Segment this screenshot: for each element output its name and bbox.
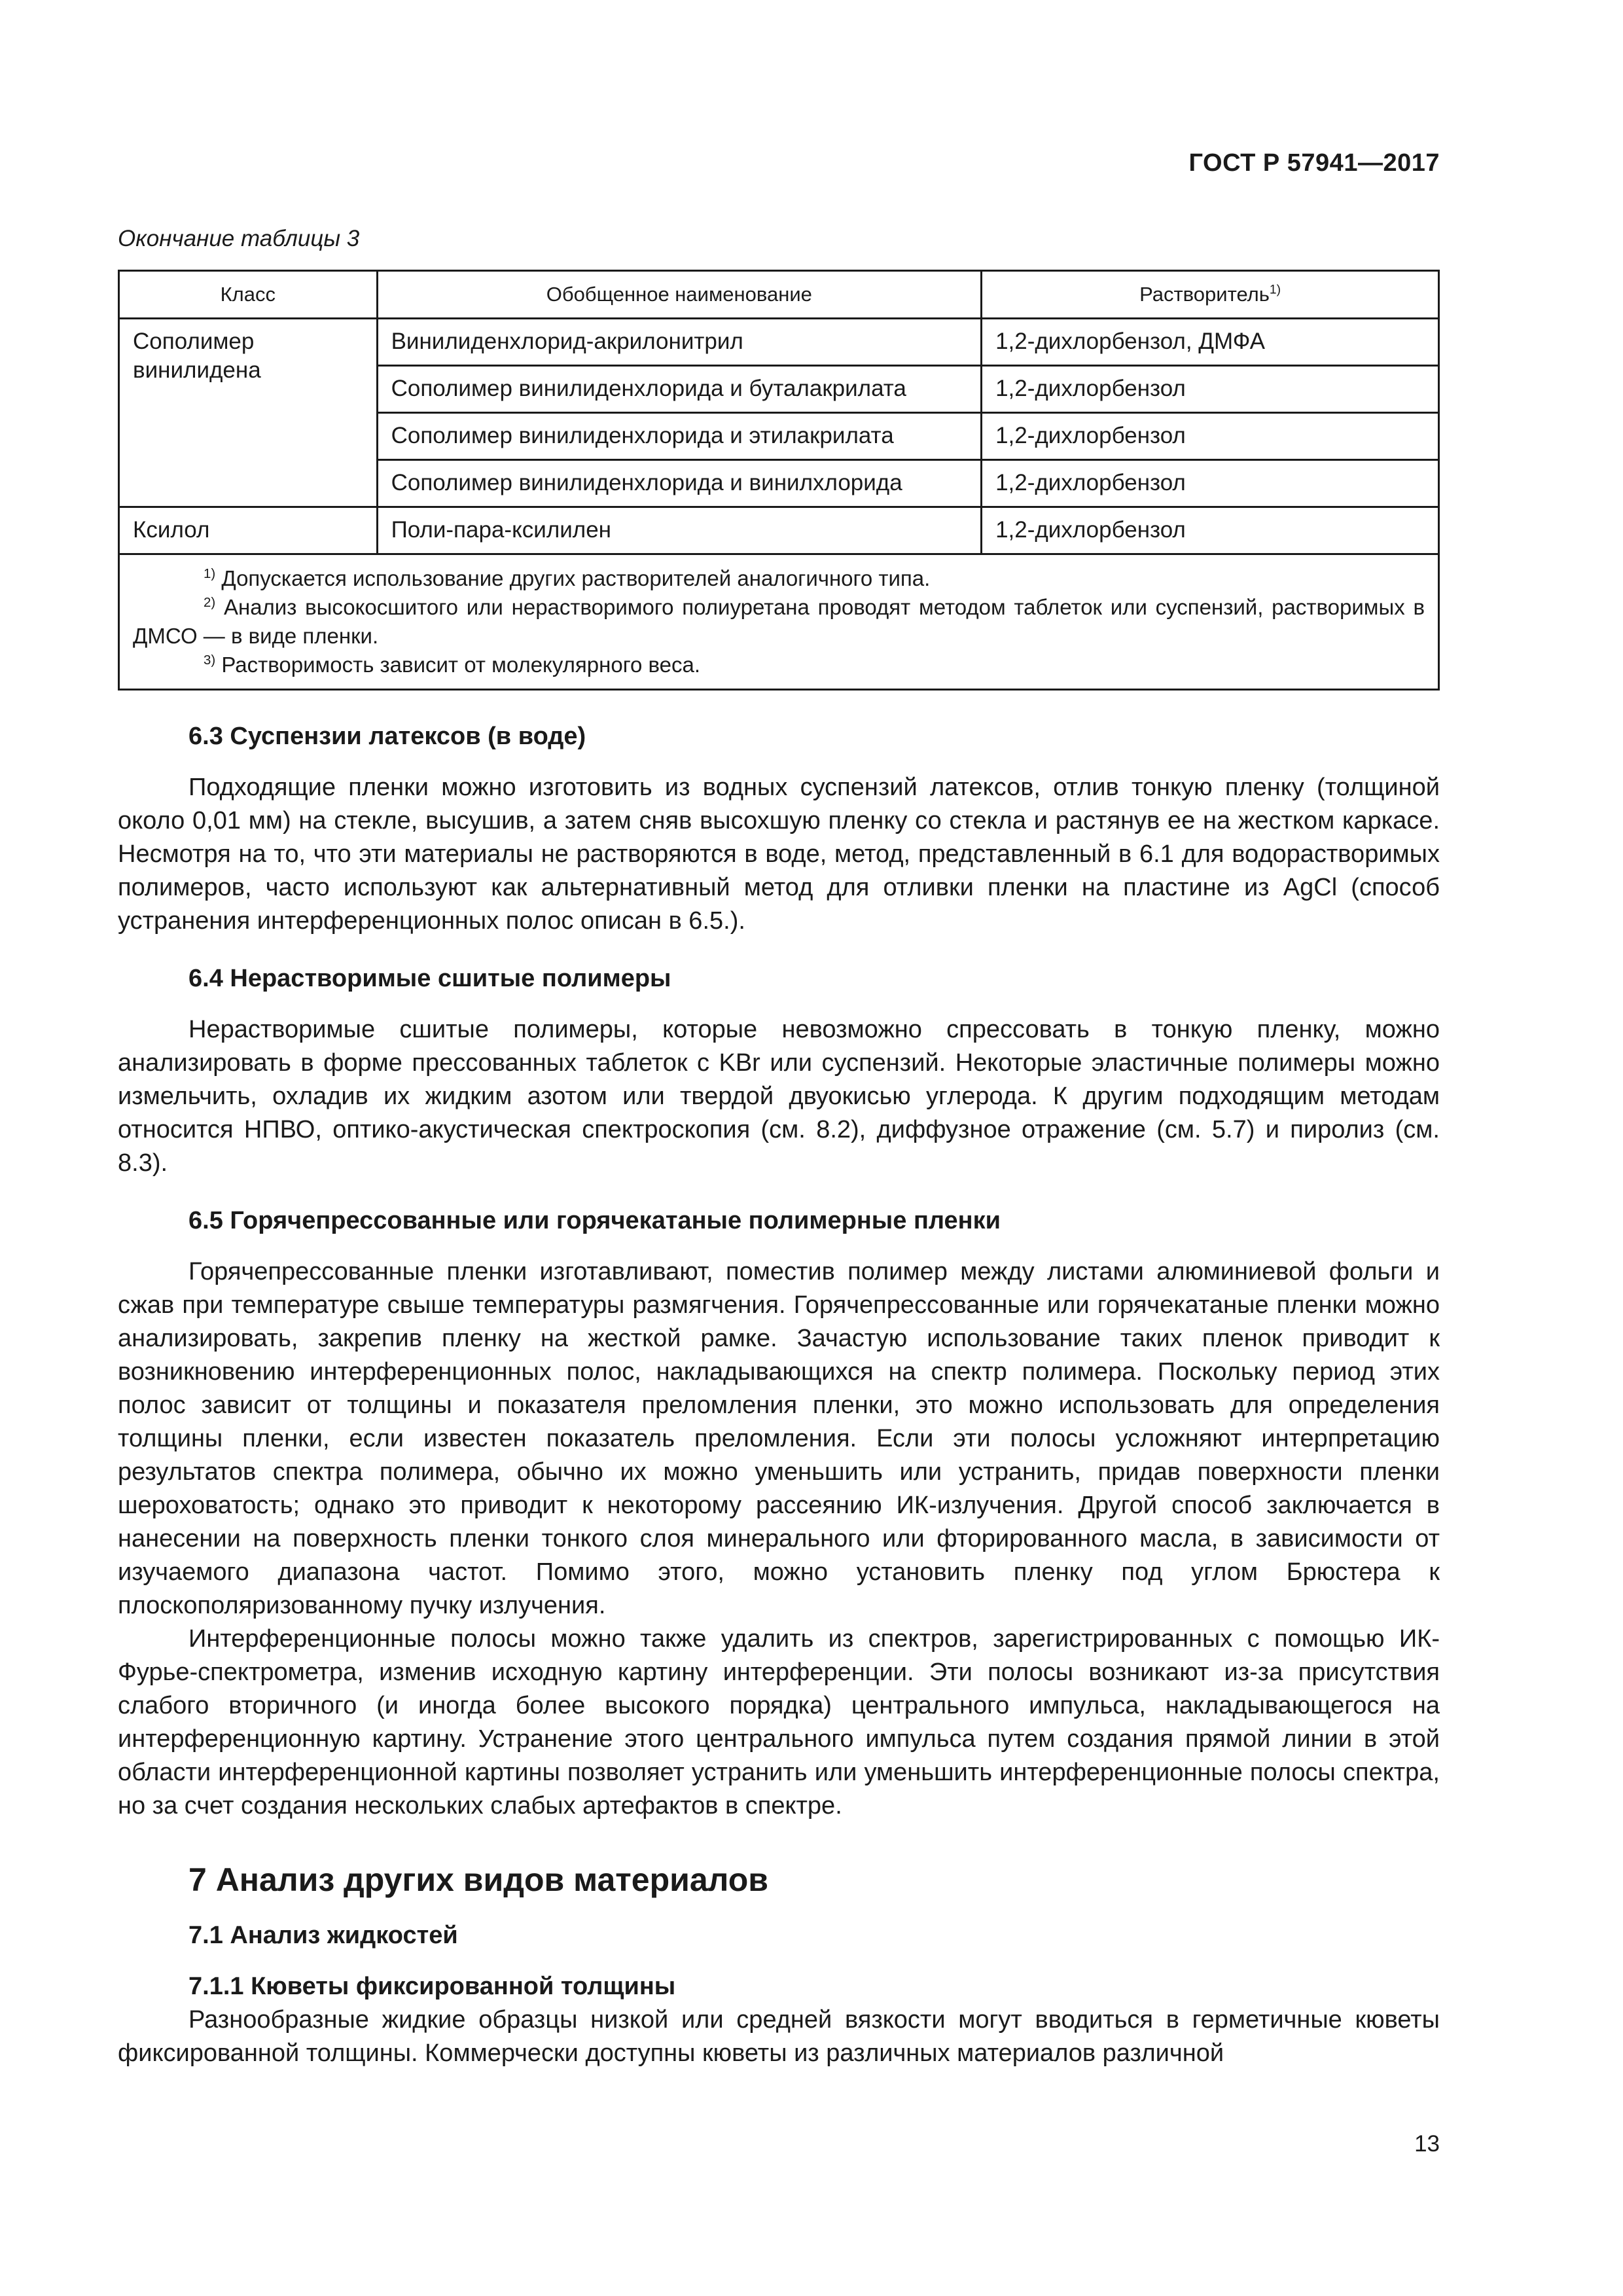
standard-header: ГОСТ Р 57941—2017 (1188, 149, 1440, 177)
paragraph: Интерференционные полосы можно также удалить из спектров, зарегистрированных с помощью ИК-Фурье-спектрометра, изменив исходную картину интерференции. Эти полосы возникают из-за присутствия слабого вторичного (и иногда более высокого порядка) центрального импульса, накладывающегося на интерференционную картину. Устранение этого центрального импульса путем создания прямой линии в этой области интерференционной картины позволяет устранить или уменьшить интерференционные полосы спектра, но за счет создания нескольких слабых артефактов в спектре. (118, 1625, 1440, 1820)
class-cell: Ксилол (119, 507, 378, 554)
page-number: 13 (1414, 2131, 1440, 2157)
name-cell: Винилиденхлорид-акрилонитрил (377, 319, 982, 366)
section-heading-7-1: 7.1 Анализ жидкостей (188, 1922, 458, 1949)
section-heading-6-3: 6.3 Суспензии латексов (в воде) (188, 723, 586, 750)
solvent-cell: 1,2-дихлорбензол (982, 460, 1439, 507)
main-text (118, 720, 1440, 2070)
column-header-solvent: Растворитель$^{1)}$ (982, 271, 1439, 319)
document-page (118, 0, 1440, 2296)
solvent-cell: 1,2-дихлорбензол (982, 366, 1439, 413)
table-caption: Окончание таблицы 3 (118, 226, 360, 251)
column-header-name: Обобщенное наименование (377, 271, 982, 319)
table-note: $^{1)}$ Допускается использование других растворителей аналогичного типа. (204, 566, 931, 590)
table-header-row (119, 271, 1439, 319)
paragraph: Подходящие пленки можно изготовить из водных суспензий латексов, отлив тонкую пленку (толщиной около 0,01 мм) на стекле, высушив, а затем сняв высохшую пленку со стекла и растянув ее на жестком каркасе. Несмотря на то, что эти материалы не растворяются в воде, метод, представленный в 6.1 для водорастворимых полимеров, часто используют как альтернативный метод для отливки пленки на пластине из AgCl (способ устранения интерференционных полос описан в 6.5.). (118, 774, 1440, 935)
name-cell: Сополимер винилиденхлорида и винилхлорида (377, 460, 982, 507)
section-heading-7-1-1: 7.1.1 Кюветы фиксированной толщины (188, 1973, 676, 2000)
column-header-class: Класс (119, 271, 378, 319)
table-row (119, 507, 1439, 554)
paragraph: Нерастворимые сшитые полимеры, которые невозможно спрессовать в тонкую пленку, можно анализировать в форме прессованных таблеток с KBr или суспензий. Некоторые эластичные полимеры можно измельчить, охладив их жидким азотом или твердой двуокисью углерода. К другим подходящим методам относится НПВО, оптико-акустическая спектроскопия (см. 8.2), диффузное отражение (см. 5.7) и пиролиз (см. 8.3). (118, 1016, 1440, 1177)
name-cell: Сополимер винилиденхлорида и этилакрилата (377, 413, 982, 460)
section-heading-6-5: 6.5 Горячепрессованные или горячекатаные полимерные пленки (188, 1207, 1001, 1234)
name-cell: Поли-пара-ксилилен (377, 507, 982, 554)
section-heading-7: 7 Анализ других видов материалов (188, 1861, 769, 1898)
paragraph: Горячепрессованные пленки изготавливают, поместив полимер между листами алюминиевой фольги и сжав при температуре свыше температуры размягчения. Горячепрессованные или горячекатаные пленки можно анализировать, закрепив пленку на жесткой рамке. Зачастую использование таких пленок приводит к возникновению интерференционных полос, накладывающихся на спектр полимера. Поскольку период этих полос зависит от толщины и показателя преломления пленки, это можно использовать для определения толщины пленки, если известен показатель преломления. Если эти полосы усложняют интерпретацию результатов спектра полимера, обычно их можно уменьшить или устранить, придав поверхности пленки шероховатость; однако это приводит к некоторому рассеянию ИК-излучения. Другой способ заключается в нанесении на поверхность пленки тонкого слоя минерального или фторированного масла, в зависимости от изучаемого диапазона частот. Помимо этого, можно установить пленку под углом Брюстера к плоскополяризованному пучку излучения. (118, 1258, 1440, 1619)
solvent-cell: 1,2-дихлорбензол (982, 507, 1439, 554)
name-cell: Сополимер винилиденхлорида и буталакрилата (377, 366, 982, 413)
solvent-cell: 1,2-дихлорбензол (982, 413, 1439, 460)
section-heading-6-4: 6.4 Нерастворимые сшитые полимеры (188, 965, 671, 992)
table-notes (119, 554, 1439, 690)
class-cell: Сополимер винилидена (119, 319, 378, 507)
paragraph: Разнообразные жидкие образцы низкой или средней вязкости могут вводиться в герметичные кюветы фиксированной толщины. Коммерчески доступны кюветы из различных материалов различной (118, 2006, 1440, 2067)
table-note: $^{3)}$ Растворимость зависит от молекулярного веса. (204, 653, 701, 677)
table-row (119, 319, 1439, 366)
solvent-cell: 1,2-дихлорбензол, ДМФА (982, 319, 1439, 366)
table-3 (118, 270, 1440, 691)
table-note: $^{2)}$ Анализ высокосшитого или нерастворимого полиуретана проводят методом таблеток или суспензий, растворимых в ДМСО — в виде пленки. (133, 595, 1425, 648)
table-notes-row (119, 554, 1439, 690)
